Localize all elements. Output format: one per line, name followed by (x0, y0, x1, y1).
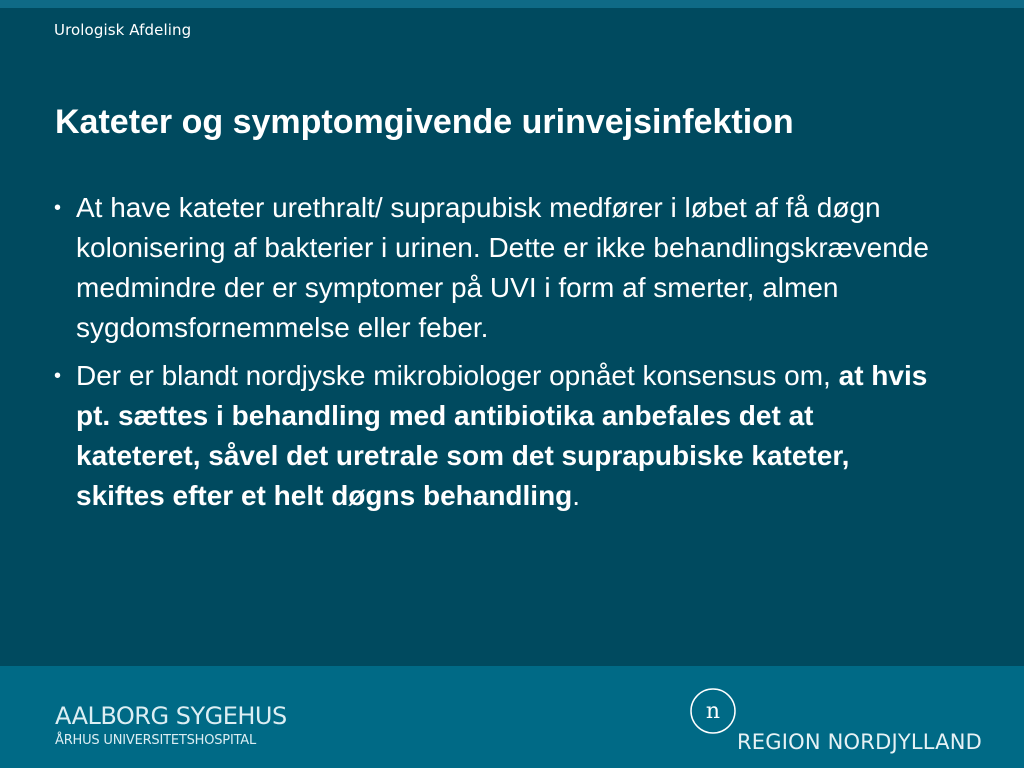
top-accent-bar (0, 0, 1024, 8)
footer-bar (0, 666, 1024, 768)
region-nordjylland-logo-icon (689, 687, 737, 735)
department-label: Urologisk Afdeling (54, 21, 192, 39)
bullet-text-2-bold: at hvis pt. sættes i behandling med antibiotika anbefales det at kateteret, såvel det uretrale som det suprapubiske kateter, skiftes efter et helt døgns behandling (76, 360, 928, 511)
bullet-item-2 (52, 356, 942, 516)
hospital-subtitle: ÅRHUS UNIVERSITETSHOSPITAL (55, 733, 257, 748)
bullet-text-1: At have kateter urethralt/ suprapubisk medfører i løbet af få døgn kolonisering af bakterier i urinen. Dette er ikke behandlingskrævende medmindre der er symptomer på UVI i form af smerter, almen sygdomsfornemmelse eller feber. (76, 192, 929, 343)
bullet-dot-icon: • (54, 197, 62, 219)
bullet-text-2-end: . (572, 480, 581, 511)
region-name: REGION NORDJYLLAND (737, 730, 982, 754)
bullet-dot-icon: • (54, 365, 62, 387)
slide-title: Kateter og symptomgivende urinvejsinfektion (55, 103, 794, 141)
bullet-list (52, 188, 942, 524)
hospital-name: AALBORG SYGEHUS (55, 702, 287, 730)
bullet-text-2-plain: Der er blandt nordjyske mikrobiologer opnået konsensus om, (76, 360, 839, 391)
bullet-item-1 (52, 188, 942, 348)
svg-text:n: n (705, 699, 721, 724)
